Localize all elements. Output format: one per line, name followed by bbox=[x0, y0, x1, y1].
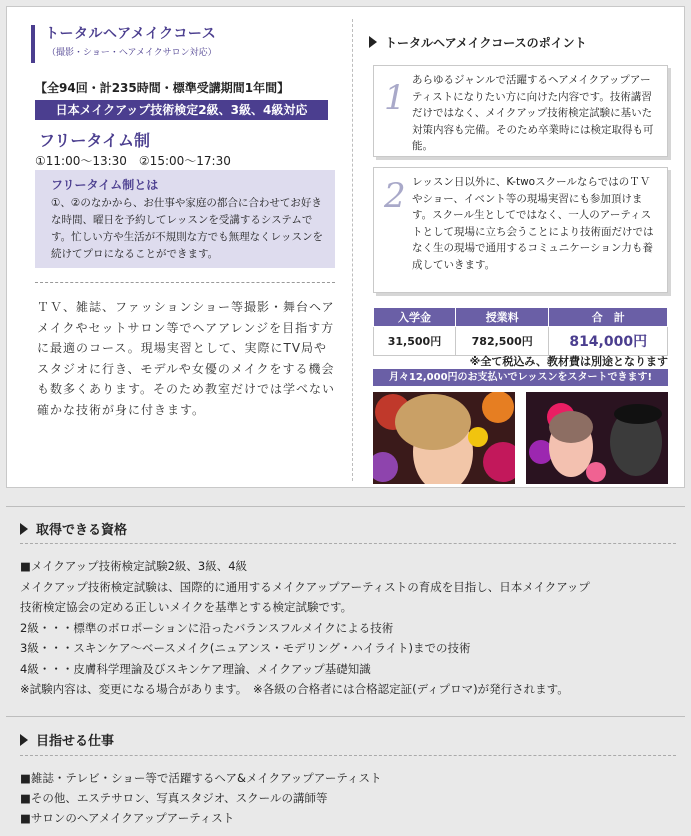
point-number: 1 bbox=[384, 78, 406, 118]
qualification-line: 3級・・・スキンケア～ベースメイク(ニュアンス・モデリング・ハイライト)までの技術 bbox=[20, 641, 471, 655]
kentei-band: 日本メイクアップ技術検定2級、3級、4級対応 bbox=[35, 100, 328, 120]
model-photo-left bbox=[373, 392, 515, 484]
qualification-line: ■メイクアップ技術検定試験2級、3級、4級 bbox=[20, 559, 248, 573]
triangle-bullet-icon bbox=[20, 734, 28, 746]
model-photo-right-image bbox=[526, 392, 668, 484]
jobs-heading: 目指せる仕事 bbox=[20, 730, 114, 749]
dotted-divider bbox=[20, 543, 676, 544]
fee-header-admission: 入学金 bbox=[374, 308, 456, 327]
course-description: ＴＶ、雑誌、ファッションショー等撮影・舞台ヘアメイクやセットサロン等でヘアアレンジを目指す方に最適のコース。現場実習として、実際にTV局やスタジオに行き、モデルや女優のメイクをする機会も数多くあります。そのため教室だけでは学べない確かな技術が身に付きます。 bbox=[37, 300, 336, 417]
job-line: ■サロンのヘアメイクアップアーティスト bbox=[20, 811, 235, 825]
triangle-bullet-icon bbox=[20, 523, 28, 535]
qualifications-heading: 取得できる資格 bbox=[20, 519, 127, 538]
course-subtitle: （撮影・ショー・ヘアメイクサロン対応） bbox=[47, 48, 217, 58]
freetime-box-text: ①、②のなかから、お仕事や家庭の都合に合わせてお好きな時間、曜日を予約してレッスンを受講するシステムです。忙しい方や生活が不規則な方でも無理なくレッスンを続けてプロになることができます。 bbox=[51, 197, 324, 260]
model-photo-left-image bbox=[373, 392, 515, 484]
qualification-line: メイクアップ技術検定試験は、国際的に通用するメイクアップアーティストの育成を目指し、日本メイクアップ bbox=[20, 579, 590, 594]
course-overview-card bbox=[6, 6, 685, 488]
fee-total: 814,000円 bbox=[549, 327, 668, 356]
fee-table bbox=[373, 307, 668, 356]
dotted-divider bbox=[35, 282, 335, 283]
qualifications-list bbox=[20, 556, 680, 700]
model-photo-right bbox=[526, 392, 668, 484]
qualification-line: 4級・・・皮膚科学理論及びスキンケア理論、メイクアップ基礎知識 bbox=[20, 661, 371, 676]
fee-note: ※全て税込み、教材費は別途となります bbox=[469, 355, 668, 368]
freetime-explanation-box bbox=[35, 170, 335, 268]
column-divider bbox=[352, 19, 353, 481]
freetime-box-title: フリータイム制とは bbox=[51, 178, 159, 192]
section-separator bbox=[6, 716, 685, 717]
job-line: ■その他、エステサロン、写真スタジオ、スクールの講師等 bbox=[20, 791, 328, 805]
point-text: あらゆるジャンルで活躍するヘアメイクアップアーティストになりたい方に向けた内容です。技術講習だけではなく、メイクアップ技術検定試験に基いた対策内容も完備。そのため卒業時には検定取得も可能。 bbox=[412, 74, 654, 152]
heading-accent-bar bbox=[31, 25, 35, 63]
point-number: 2 bbox=[384, 176, 406, 216]
jobs-list bbox=[20, 768, 680, 828]
freetime-times: ①11:00～13:30 ②15:00～17:30 bbox=[35, 154, 231, 168]
freetime-title: フリータイム制 bbox=[39, 131, 151, 150]
point-box-2 bbox=[373, 167, 668, 293]
fee-header-row bbox=[374, 308, 668, 327]
fee-admission: 31,500円 bbox=[374, 327, 456, 356]
job-line: ■雑誌・テレビ・ショー等で活躍するヘア&メイクアップアーティスト bbox=[20, 771, 382, 785]
qualification-line: 技術検定協会の定める正しいメイクを基準とする検定試験です。 bbox=[20, 600, 353, 614]
point-text: レッスン日以外に、K-twoスクールならではのＴＶやショー、イベント等の現場実習にも参加頂けます。スクール生としてではなく、一人のアーティストとして現場に立ち会うことにより技術面だけではなく生の現場で通用するコミュニケーション力も養成していきます。 bbox=[412, 176, 654, 271]
fee-header-total: 合 計 bbox=[549, 308, 668, 327]
triangle-bullet-icon bbox=[369, 36, 377, 48]
qualification-line: ※試験内容は、変更になる場合があります。 ※各級の合格者には合格認定証(ディプロマ)が発行されます。 bbox=[20, 682, 569, 696]
section-separator bbox=[6, 506, 685, 507]
fee-value-row bbox=[374, 327, 668, 356]
point-box-1 bbox=[373, 65, 668, 157]
course-summary: 【全94回・計235時間・標準受講期間1年間】 bbox=[35, 81, 290, 95]
dotted-divider bbox=[20, 755, 676, 756]
points-heading: トータルヘアメイクコースのポイント bbox=[369, 32, 587, 51]
qualification-line: 2級・・・標準のボロポーションに沿ったバランスフルメイクによる技術 bbox=[20, 620, 394, 635]
course-title: トータルヘアメイクコース bbox=[45, 26, 217, 42]
payment-band: 月々12,000円のお支払いでレッスンをスタートできます! bbox=[373, 369, 668, 386]
fee-tuition: 782,500円 bbox=[455, 327, 548, 356]
fee-header-tuition: 授業料 bbox=[455, 308, 548, 327]
